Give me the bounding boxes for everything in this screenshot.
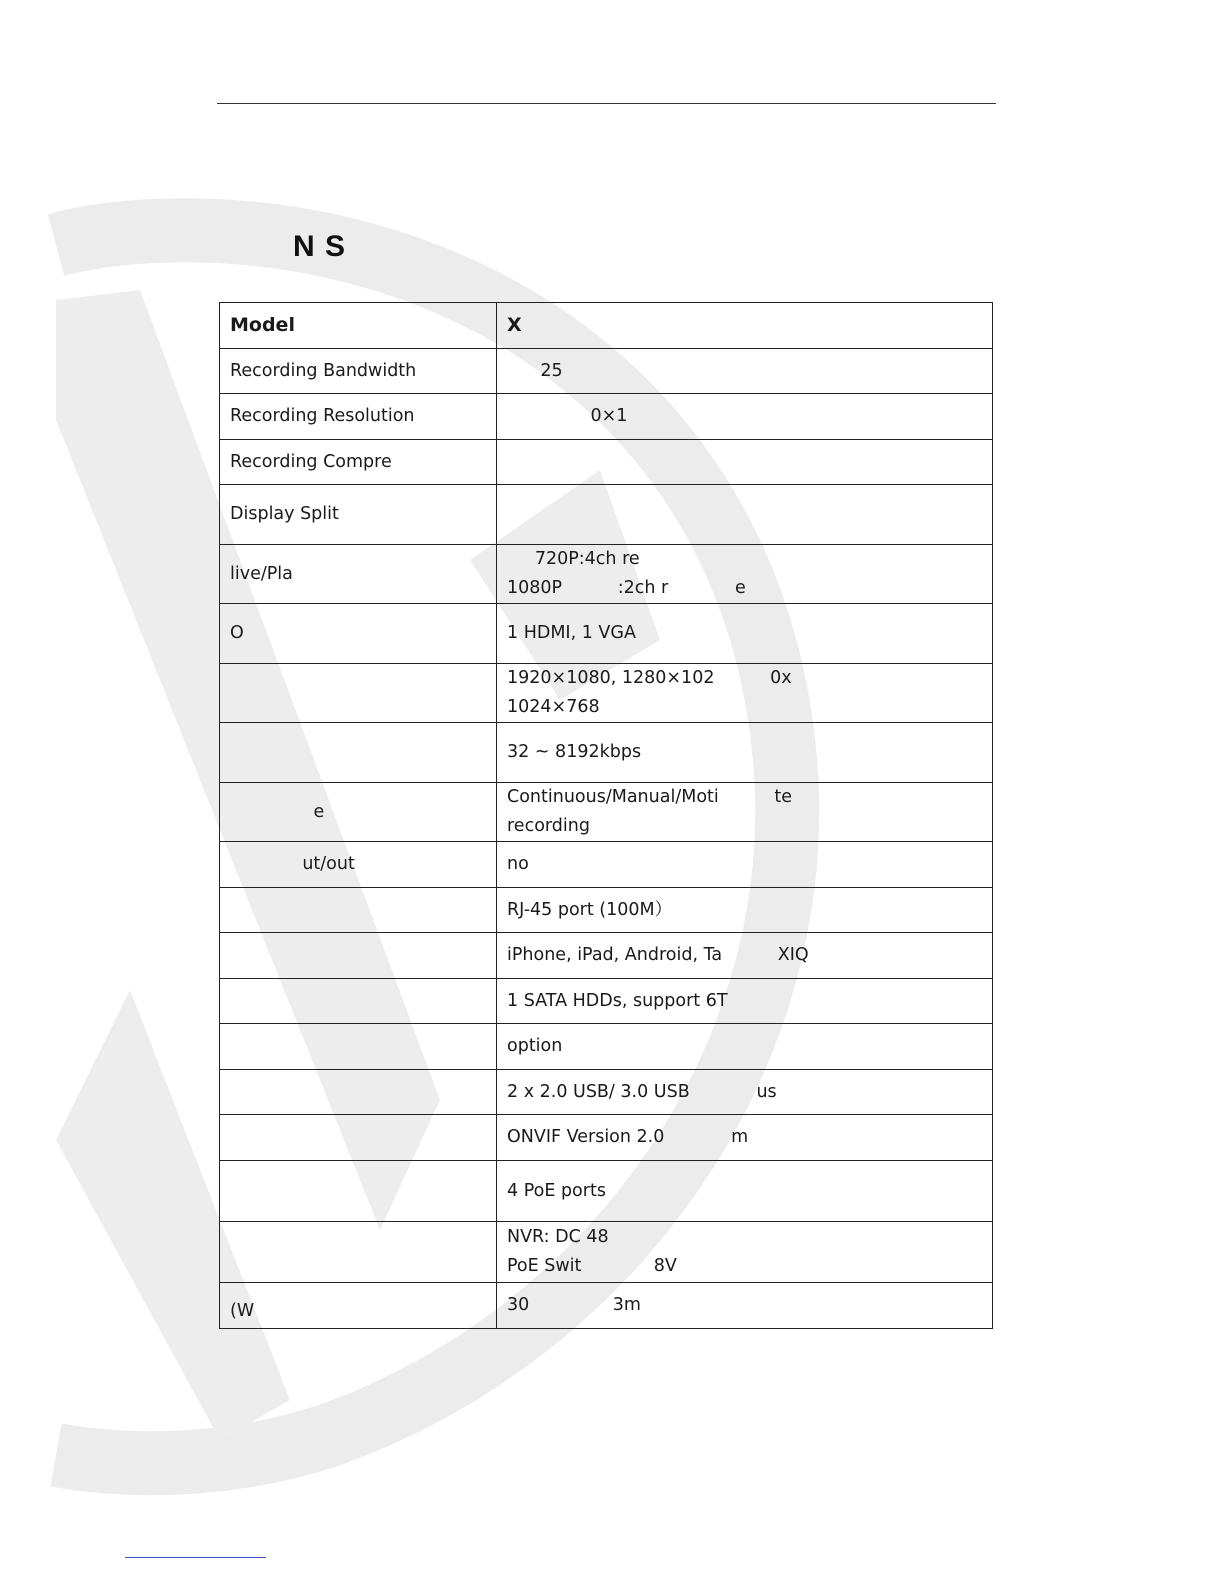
table-row bbox=[220, 1070, 993, 1115]
table-row bbox=[220, 723, 993, 783]
value-line: 1 HDMI, 1 VGA bbox=[507, 623, 636, 643]
row-value-cell bbox=[497, 979, 993, 1024]
section-title: N S bbox=[293, 230, 347, 263]
row-value-cell bbox=[497, 664, 993, 723]
row-label-cell: (W bbox=[220, 1283, 497, 1329]
row-label-cell: e bbox=[220, 783, 497, 842]
row-value-cell bbox=[497, 394, 993, 440]
row-label-cell bbox=[220, 723, 497, 783]
row-label-cell bbox=[220, 664, 497, 723]
value-line: NVR: DC 48 bbox=[507, 1227, 609, 1247]
table-row bbox=[220, 888, 993, 933]
row-label-cell: live/Pla bbox=[220, 545, 497, 604]
row-label-cell bbox=[220, 1222, 497, 1283]
row-label-cell bbox=[220, 1070, 497, 1115]
table-row bbox=[220, 842, 993, 888]
value-line: 2 x 2.0 USB/ 3.0 USB us bbox=[507, 1081, 777, 1102]
table-row bbox=[220, 1161, 993, 1222]
table-row bbox=[220, 604, 993, 664]
row-value-cell bbox=[497, 1115, 993, 1161]
row-label-cell bbox=[220, 1024, 497, 1070]
value-line: no bbox=[507, 854, 529, 874]
value-line: 25 bbox=[507, 360, 563, 381]
table-row bbox=[220, 349, 993, 394]
row-value-cell bbox=[497, 485, 993, 545]
spec-table bbox=[219, 302, 993, 1329]
table-row bbox=[220, 394, 993, 440]
row-value-cell bbox=[497, 1283, 993, 1329]
table-header-row bbox=[220, 303, 993, 349]
table-row bbox=[220, 1222, 993, 1283]
row-label-cell bbox=[220, 888, 497, 933]
header-value-cell: X bbox=[497, 303, 993, 349]
row-value-cell bbox=[497, 1222, 993, 1283]
value-line: 0×1 bbox=[507, 406, 628, 426]
table-row bbox=[220, 485, 993, 545]
row-value-cell bbox=[497, 545, 993, 604]
value-line: Continuous/Manual/Moti te bbox=[507, 787, 793, 807]
row-value-cell bbox=[497, 888, 993, 933]
value-line: iPhone, iPad, Android, Ta XIQ bbox=[507, 945, 809, 965]
value-line: 1920×1080, 1280×102 0x bbox=[507, 668, 792, 688]
value-line: recording bbox=[507, 816, 590, 836]
row-label-cell: Recording Compre bbox=[220, 440, 497, 485]
row-label-cell: Display Split bbox=[220, 485, 497, 545]
row-value-cell bbox=[497, 783, 993, 842]
row-label-cell bbox=[220, 979, 497, 1024]
value-line: ONVIF Version 2.0 m bbox=[507, 1127, 749, 1147]
value-line: 720P:4ch re bbox=[507, 549, 640, 569]
row-label-cell: Recording Resolution bbox=[220, 394, 497, 440]
value-line: 1 SATA HDDs, support 6T bbox=[507, 990, 728, 1011]
row-label-cell bbox=[220, 1115, 497, 1161]
table-row bbox=[220, 783, 993, 842]
row-value-cell bbox=[497, 1070, 993, 1115]
row-label-cell: O bbox=[220, 604, 497, 664]
value-line: 1080P :2ch r e bbox=[507, 578, 746, 598]
row-label-cell bbox=[220, 933, 497, 979]
row-label-cell bbox=[220, 1161, 497, 1222]
value-line: 1024×768 bbox=[507, 697, 600, 717]
row-value-cell bbox=[497, 1161, 993, 1222]
table-row bbox=[220, 440, 993, 485]
table-row bbox=[220, 1283, 993, 1329]
row-value-cell bbox=[497, 349, 993, 394]
row-value-cell bbox=[497, 933, 993, 979]
row-value-cell bbox=[497, 604, 993, 664]
value-line: 4 PoE ports bbox=[507, 1180, 606, 1201]
value-line: RJ-45 port (100M） bbox=[507, 899, 673, 920]
table-row bbox=[220, 1024, 993, 1070]
row-value-cell bbox=[497, 842, 993, 888]
table-row bbox=[220, 933, 993, 979]
header-rule bbox=[217, 103, 996, 104]
row-label-cell: Recording Bandwidth bbox=[220, 349, 497, 394]
table-row bbox=[220, 1115, 993, 1161]
value-line: 32 ~ 8192kbps bbox=[507, 742, 642, 762]
header-label-cell: Model bbox=[220, 303, 497, 349]
value-line: 30 3m bbox=[507, 1295, 641, 1315]
footer-link-underline bbox=[125, 1557, 266, 1558]
table-row bbox=[220, 545, 993, 604]
row-value-cell bbox=[497, 723, 993, 783]
value-line: option bbox=[507, 1036, 563, 1056]
row-value-cell bbox=[497, 1024, 993, 1070]
row-label-cell: ut/out bbox=[220, 842, 497, 888]
table-row bbox=[220, 664, 993, 723]
table-row bbox=[220, 979, 993, 1024]
row-value-cell bbox=[497, 440, 993, 485]
value-line: PoE Swit 8V bbox=[507, 1256, 677, 1276]
